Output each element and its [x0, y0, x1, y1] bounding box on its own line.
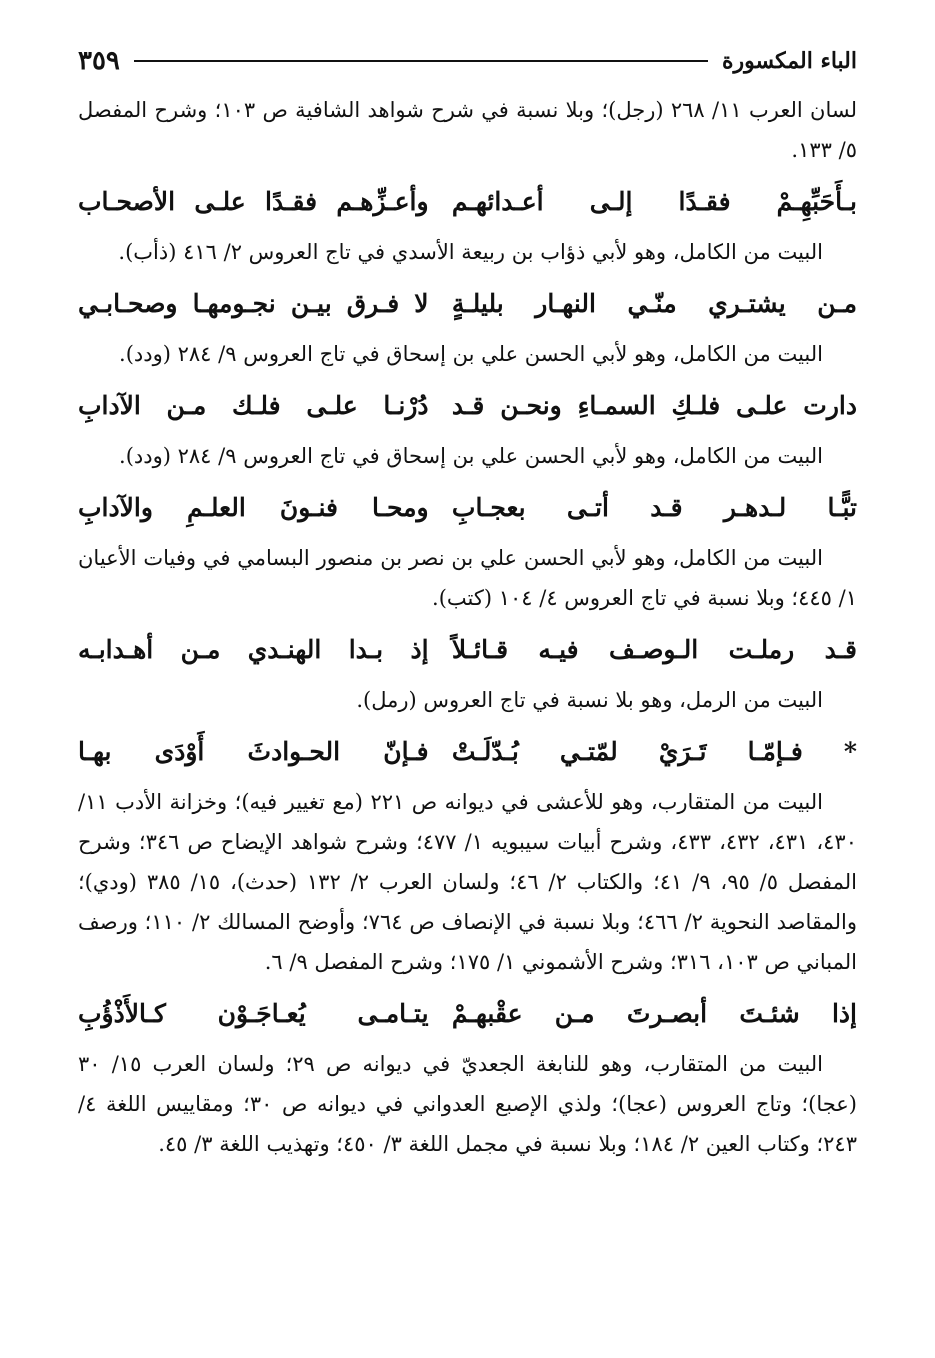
- verse-note: البيت من الكامل، وهو لأبي ذؤاب بن ربيعة الأسدي في تاج العروس ٢/ ٤١٦ (ذأب).: [118, 240, 823, 264]
- header-rule: [134, 60, 708, 62]
- verse-note: البيت من الكامل، وهو لأبي الحسن علي بن إسحاق في تاج العروس ٩/ ٢٨٤ (ودد).: [119, 444, 823, 468]
- verse-line: [78, 732, 857, 772]
- chapter-title: الباء المكسورة: [722, 48, 857, 74]
- verse-first-hemistich: تبًّـا لـدهـر قـد أتـى بعجـابِ: [451, 493, 857, 522]
- verse-second-hemistich: إذ بـدا الهنـدي مـن أهـدابـه: [78, 635, 429, 664]
- verse-first-hemistich: دارت علـى فلـكِ السمـاءِ ونحـن قـد: [451, 391, 857, 420]
- poetry-entry: [78, 182, 857, 272]
- verse-line: [78, 284, 857, 324]
- verse-note: البيت من المتقارب، وهو للأعشى في ديوانه ص ٢٢١ (مع تغيير فيه)؛ وخزانة الأدب ١١/ ٤٣٠، ٤٣١، ٤٣٢، ٤٣٣، وشرح أبيات سيبويه ١/ ٤٧٧؛ وشرح شواهد الإيضاح ص ٣٤٦؛ وشرح المفصل ٥/ ٩٥، ٩/ ٤١؛ والكتاب ٢/ ٤٦؛ ولسان العرب ٢/ ١٣٢ (حدث)، ١٥/ ٣٨٥ (ودي)؛ والمقاصد النحوية ٢/ ٤٦٦؛ وبلا نسبة في الإنصاف ص ٧٦٤؛ وأوضح المسالك ٢/ ١١٠؛ ورصف المباني ص ١٠٣، ٣١٦؛ وشرح الأشموني ١/ ١٧٥؛ وشرح المفصل ٩/ ٦.: [78, 790, 857, 974]
- intro-note: لسان العرب ١١/ ٢٦٨ (رجل)؛ وبلا نسبة في شرح شواهد الشافية ص ١٠٣؛ وشرح المفصل ٥/ ١٣٣.: [78, 98, 857, 162]
- book-page: [78, 40, 857, 1164]
- verse-second-hemistich: فـإنّ الحـوادثَ أَوْدَى بهـا: [78, 737, 429, 766]
- verse-line: [78, 488, 857, 528]
- verse-line: [78, 994, 857, 1034]
- poetry-entry: [78, 488, 857, 618]
- poetry-entry: [78, 284, 857, 374]
- verse-first-hemistich: * فـإمّـا تَـرَيْ لمّتـي بُـدّلَـتْ: [451, 737, 857, 766]
- verse-first-hemistich: مـن يشتـري منّـي النهـار بليلـةٍ: [451, 289, 857, 318]
- verse-note: البيت من الكامل، وهو لأبي الحسن علي بن نصر بن منصور البسامي في وفيات الأعيان ١/ ٤٤٥؛ وبلا نسبة في تاج العروس ٤/ ١٠٤ (كتب).: [78, 546, 857, 610]
- page-header: [78, 40, 857, 82]
- verse-first-hemistich: قـد رملـت الـوصـف فيـه قـائـلاً: [451, 635, 857, 664]
- verse-second-hemistich: يتـامـى يُعـاجَـوْن كـالأَذْؤُبِ: [78, 999, 429, 1028]
- verse-first-hemistich: بـأَحَبِّهِـمْ فقـدًا إلـى أعـدائهـم: [451, 187, 857, 216]
- verse-note: البيت من الرمل، وهو بلا نسبة في تاج العروس (رمل).: [356, 688, 823, 712]
- verse-second-hemistich: ومحـا فنـونَ العلـمِ والآدابِ: [78, 493, 429, 522]
- verse-line: [78, 386, 857, 426]
- verse-line: [78, 630, 857, 670]
- poetry-entry: [78, 994, 857, 1164]
- verse-line: [78, 182, 857, 222]
- verse-second-hemistich: لا فـرق بيـن نجـومهـا وصحـابـي: [78, 289, 429, 318]
- verse-second-hemistich: وأعـزِّهـم فقـدًا علـى الأصحـاب: [78, 187, 429, 216]
- poetry-entry: [78, 732, 857, 982]
- poetry-entry: [78, 386, 857, 476]
- poetry-entry: [78, 630, 857, 720]
- verse-second-hemistich: دُرْنـا علـى فلـك مـن الآدابِ: [78, 391, 429, 420]
- verse-first-hemistich: إذا شئـتَ أبصـرتَ مـن عقْبهـمْ: [451, 999, 857, 1028]
- verse-note: البيت من المتقارب، وهو للنابغة الجعديّ في ديوانه ص ٢٩؛ ولسان العرب ١٥/ ٣٠ (عجا)؛ وتاج العروس (عجا)؛ ولذي الإصبع العدواني في ديوانه ص ٣٠؛ ومقاييس اللغة ٤/ ٢٤٣؛ وكتاب العين ٢/ ١٨٤؛ وبلا نسبة في مجمل اللغة ٣/ ٤٥٠؛ وتهذيب اللغة ٣/ ٤٥.: [78, 1052, 857, 1156]
- page-number: ٣٥٩: [78, 46, 120, 76]
- verse-note: البيت من الكامل، وهو لأبي الحسن علي بن إسحاق في تاج العروس ٩/ ٢٨٤ (ودد).: [119, 342, 823, 366]
